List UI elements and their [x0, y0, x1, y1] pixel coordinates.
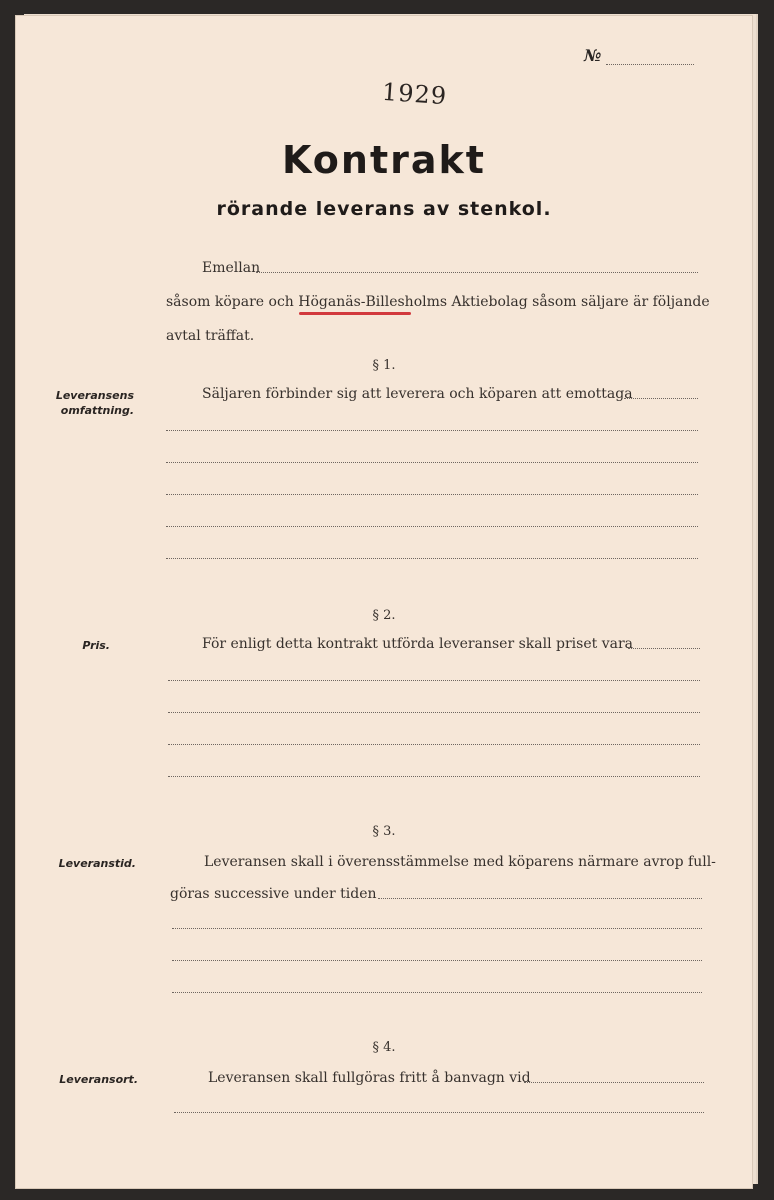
section-4-margin-label: Leveransort. — [59, 1073, 138, 1086]
number-label: № — [584, 46, 602, 65]
section-3-field-inline[interactable] — [378, 898, 702, 899]
contract-page — [16, 16, 752, 1188]
intro-text-buyer: såsom köpare och — [166, 294, 294, 310]
company-name: Höganäs-Billesholms — [298, 294, 448, 310]
section-4-field-line-1[interactable] — [174, 1112, 704, 1113]
section-1-margin-label — [16, 388, 134, 418]
section-1-field-line-3[interactable] — [166, 494, 698, 495]
section-3-field-line-1[interactable] — [172, 928, 702, 929]
section-3-text: Leveransen skall i överensstämmelse med köparens närmare avrop full- — [204, 854, 716, 870]
section-3-margin-label: Leveranstid. — [58, 857, 136, 870]
section-1-text: Säljaren förbinder sig att leverera och köparen att emottaga — [202, 386, 633, 402]
section-1-margin-label-line-1: Leveransens — [55, 389, 134, 402]
page-title: Kontrakt — [282, 138, 486, 182]
section-2-margin-label: Pris. — [82, 639, 110, 652]
section-1-mark: § 1. — [372, 358, 396, 373]
section-3-field-line-2[interactable] — [172, 960, 702, 961]
section-3-text-2: göras successive under tiden — [170, 886, 377, 902]
section-2-text: För enligt detta kontrakt utförda leveranser skall priset vara — [202, 636, 633, 652]
section-2-field-line-3[interactable] — [168, 744, 700, 745]
section-1-field-line-2[interactable] — [166, 462, 698, 463]
section-2-field-line-4[interactable] — [168, 776, 700, 777]
handwritten-year: 1929 — [381, 77, 448, 111]
number-field[interactable] — [606, 64, 694, 65]
section-4-field-inline[interactable] — [524, 1082, 704, 1083]
page-subtitle: rörande leverans av stenkol. — [216, 198, 552, 220]
parties-field[interactable] — [256, 272, 698, 273]
section-3-mark: § 3. — [372, 824, 396, 839]
intro-line-1: Emellan — [202, 260, 261, 276]
section-4-mark: § 4. — [372, 1040, 396, 1055]
intro-line-3: avtal träffat. — [166, 328, 255, 344]
section-1-field-inline[interactable] — [624, 398, 698, 399]
intro-text-seller: Aktiebolag såsom säljare är följande — [451, 294, 710, 310]
section-2-field-line-2[interactable] — [168, 712, 700, 713]
red-underline — [299, 312, 411, 315]
section-2-field-inline[interactable] — [628, 648, 700, 649]
intro-line-2 — [166, 294, 710, 310]
section-1-field-line-5[interactable] — [166, 558, 698, 559]
section-1-margin-label-line-2: omfattning. — [60, 404, 134, 417]
section-3-field-line-3[interactable] — [172, 992, 702, 993]
section-2-mark: § 2. — [372, 608, 396, 623]
section-1-field-line-1[interactable] — [166, 430, 698, 431]
section-4-text: Leveransen skall fullgöras fritt å banvagn vid — [208, 1070, 531, 1086]
section-2-field-line-1[interactable] — [168, 680, 700, 681]
section-1-field-line-4[interactable] — [166, 526, 698, 527]
